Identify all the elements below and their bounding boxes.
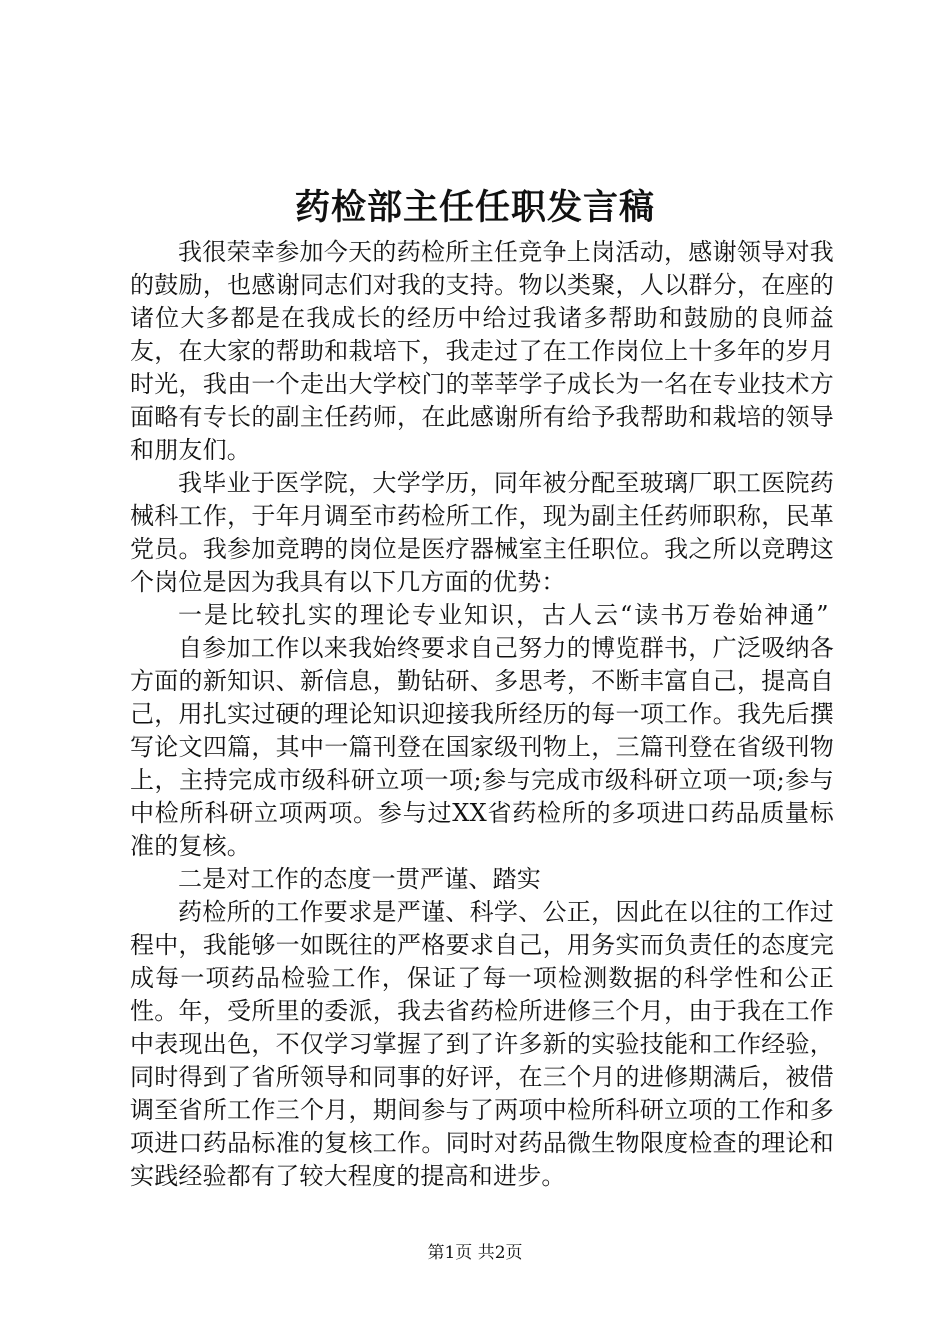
paragraph-background: 我毕业于医学院，大学学历，同年被分配至玻璃厂职工医院药械科工作，于年月调至市药检所工作，现为副主任药师职称，民革党员。我参加竞聘的岗位是医疗器械室主任职位。我之所以竞聘这个岗位是因为我具有以下几方面的优势： [130,469,834,596]
document-title: 药检部主任任职发言稿 [294,187,655,228]
page-footer: 第1页 共2页 [427,1243,523,1263]
paragraph-point-one-detail: 自参加工作以来我始终要求自己努力的博览群书，广泛吸纳各方面的新知识、新信息，勤钻研、多思考，不断丰富自己，提高自己，用扎实过硬的理论知识迎接我所经历的每一项工作。我先后撰写论文四篇，其中一篇刊登在国家级刊物上，三篇刊登在省级刊物上，主持完成市级科研立项一项;参与完成市级科研立项一项;参与中检所科研立项两项。参与过XX省药检所的多项进口药品质量标准的复核。 [130,634,834,860]
paragraph-point-one-heading: 一是比较扎实的理论专业知识，古人云“读书万卷始神通” [178,601,831,629]
document-body [130,236,834,1193]
paragraph-point-two-detail: 药检所的工作要求是严谨、科学、公正，因此在以往的工作过程中，我能够一如既往的严格要求自己，用务实而负责任的态度完成每一项药品检验工作，保证了每一项检测数据的科学性和公正性。年，受所里的委派，我去省药检所进修三个月，由于我在工作中表现出色，不仅学习掌握了到了许多新的实验技能和工作经验，同时得到了省所领导和同事的好评，在三个月的进修期满后，被借调至省所工作三个月，期间参与了两项中检所科研立项的工作和多项进口药品标准的复核工作。同时对药品微生物限度检查的理论和实践经验都有了较大程度的提高和进步。 [130,898,834,1190]
paragraph-intro: 我很荣幸参加今天的药检所主任竞争上岗活动，感谢领导对我的鼓励，也感谢同志们对我的支持。物以类聚，人以群分，在座的诸位大多都是在我成长的经历中给过我诸多帮助和鼓励的良师益友，在大家的帮助和栽培下，我走过了在工作岗位上十多年的岁月时光，我由一个走出大学校门的莘莘学子成长为一名在专业技术方面略有专长的副主任药师，在此感谢所有给予我帮助和栽培的领导和朋友们。 [130,238,834,464]
paragraph-point-two-heading: 二是对工作的态度一贯严谨、踏实 [178,865,541,893]
